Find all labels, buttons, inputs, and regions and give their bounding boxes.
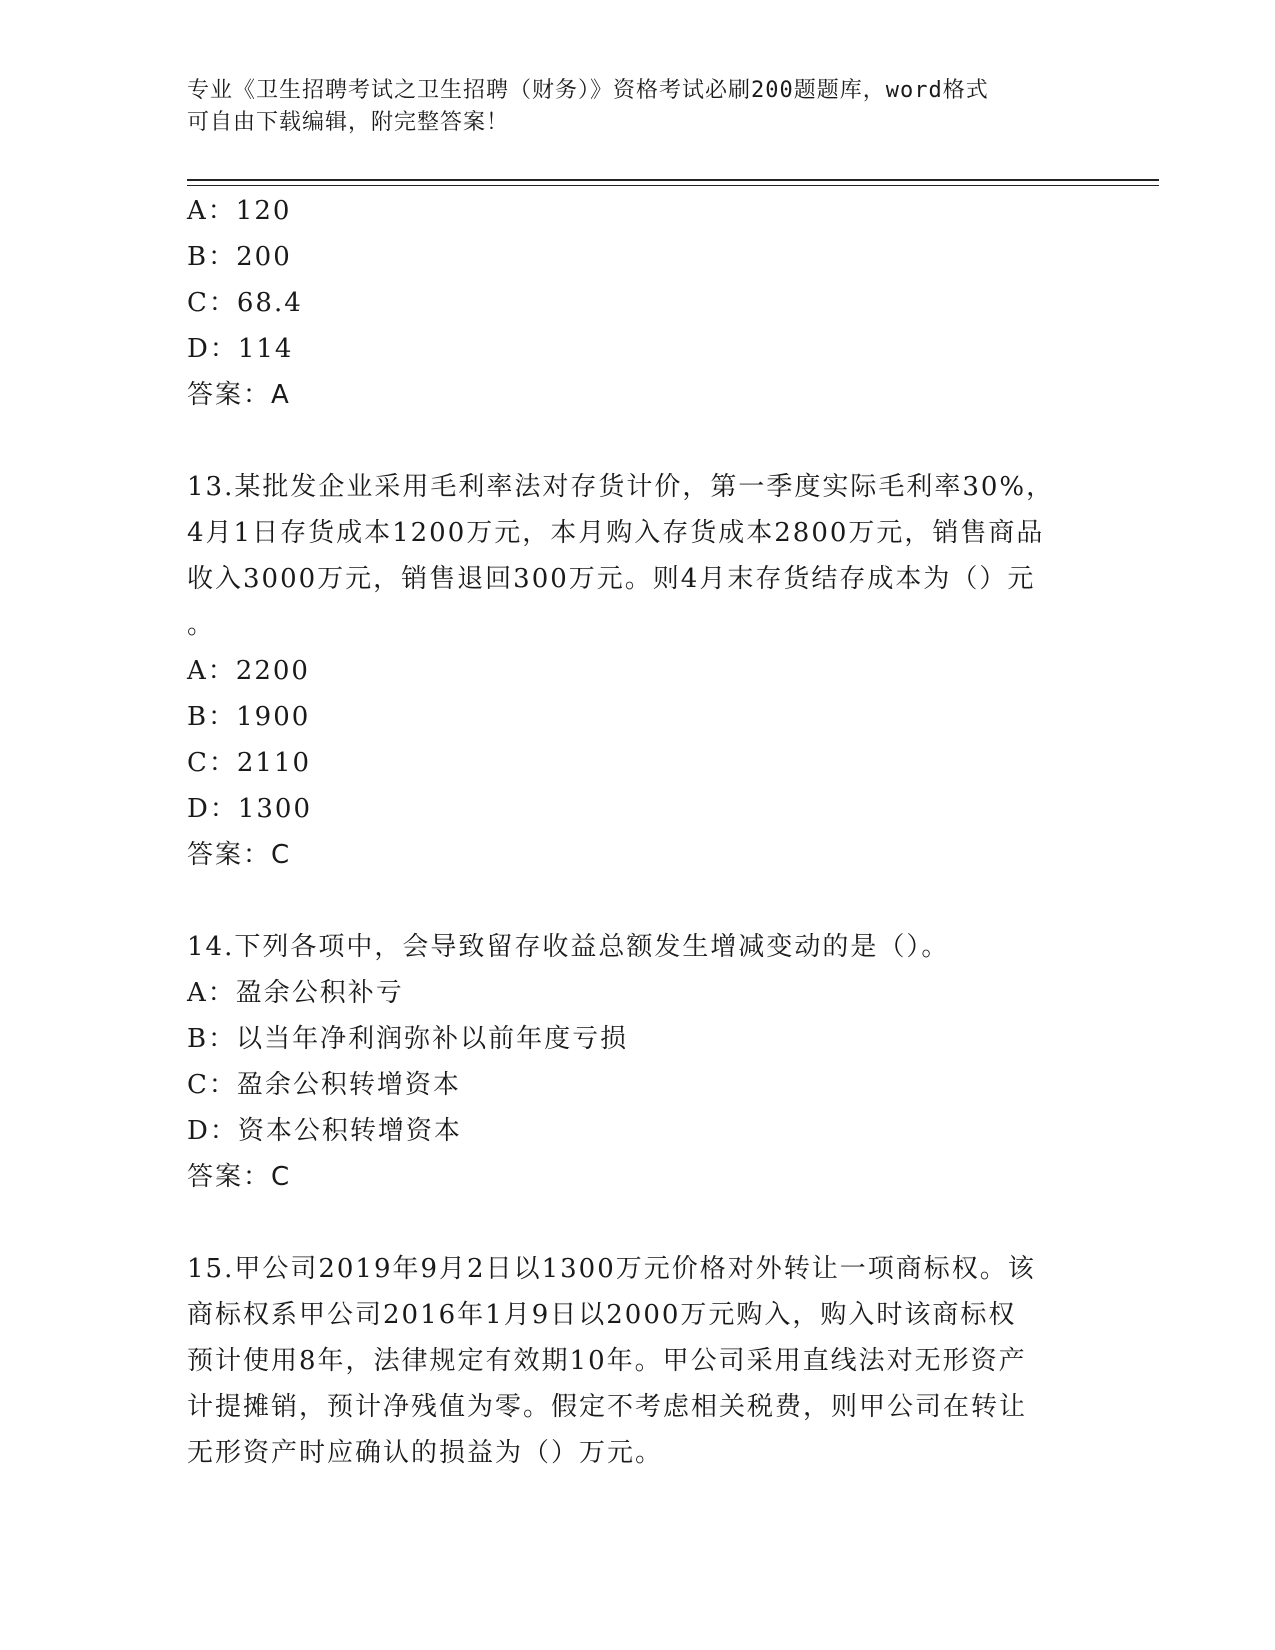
question-13-stem-line-1: 13.某批发企业采用毛利率法对存货计价，第一季度实际毛利率30%， xyxy=(187,472,1055,502)
option-b: B：200 xyxy=(187,242,292,272)
question-12-options xyxy=(187,188,1087,418)
question-content xyxy=(187,188,1087,1476)
header-divider-thick xyxy=(187,179,1159,181)
question-13-stem-line-3: 收入3000万元，销售退回300万元。则4月末存货结存成本为（）元 xyxy=(187,564,1036,594)
question-15-stem-line-3: 预计使用8年，法律规定有效期10年。甲公司采用直线法对无形资产 xyxy=(187,1346,1027,1376)
question-13-stem-line-2: 4月1日存货成本1200万元，本月购入存货成本2800万元，销售商品 xyxy=(187,518,1045,548)
question-13-stem-line-4: 。 xyxy=(187,610,216,640)
option-a: A：2200 xyxy=(187,656,310,686)
option-c: C：盈余公积转增资本 xyxy=(187,1070,461,1100)
question-14 xyxy=(187,924,1087,1200)
question-14-answer: 答案：C xyxy=(187,1162,292,1192)
question-15-stem-line-4: 计提摊销，预计净残值为零。假定不考虑相关税费，则甲公司在转让 xyxy=(187,1392,1028,1422)
question-15-stem-line-5: 无形资产时应确认的损益为（）万元。 xyxy=(187,1438,664,1468)
header-line-2: 可自由下载编辑，附完整答案！ xyxy=(187,110,510,135)
option-c: C：2110 xyxy=(187,748,312,778)
option-d: D：1300 xyxy=(187,794,313,824)
question-14-stem-line-1: 14.下列各项中，会导致留存收益总额发生增减变动的是（）。 xyxy=(187,932,950,962)
option-b: B：1900 xyxy=(187,702,311,732)
option-b: B：以当年净利润弥补以前年度亏损 xyxy=(187,1024,629,1054)
document-header xyxy=(187,75,1087,139)
question-13-answer: 答案：C xyxy=(187,840,292,870)
question-12-answer: 答案：A xyxy=(187,380,291,410)
question-15 xyxy=(187,1246,1087,1476)
header-line-1: 专业《卫生招聘考试之卫生招聘（财务）》资格考试必刷200题题库，word格式 xyxy=(187,78,989,103)
option-d: D：114 xyxy=(187,334,294,364)
option-d: D：资本公积转增资本 xyxy=(187,1116,462,1146)
header-divider-thin xyxy=(187,185,1159,186)
question-15-stem-line-1: 15.甲公司2019年9月2日以1300万元价格对外转让一项商标权。该 xyxy=(187,1254,1036,1284)
question-15-stem-line-2: 商标权系甲公司2016年1月9日以2000万元购入，购入时该商标权 xyxy=(187,1300,1017,1330)
option-c: C：68.4 xyxy=(187,288,303,318)
question-13 xyxy=(187,464,1087,878)
option-a: A：盈余公积补亏 xyxy=(187,978,404,1008)
option-a: A：120 xyxy=(187,196,292,226)
